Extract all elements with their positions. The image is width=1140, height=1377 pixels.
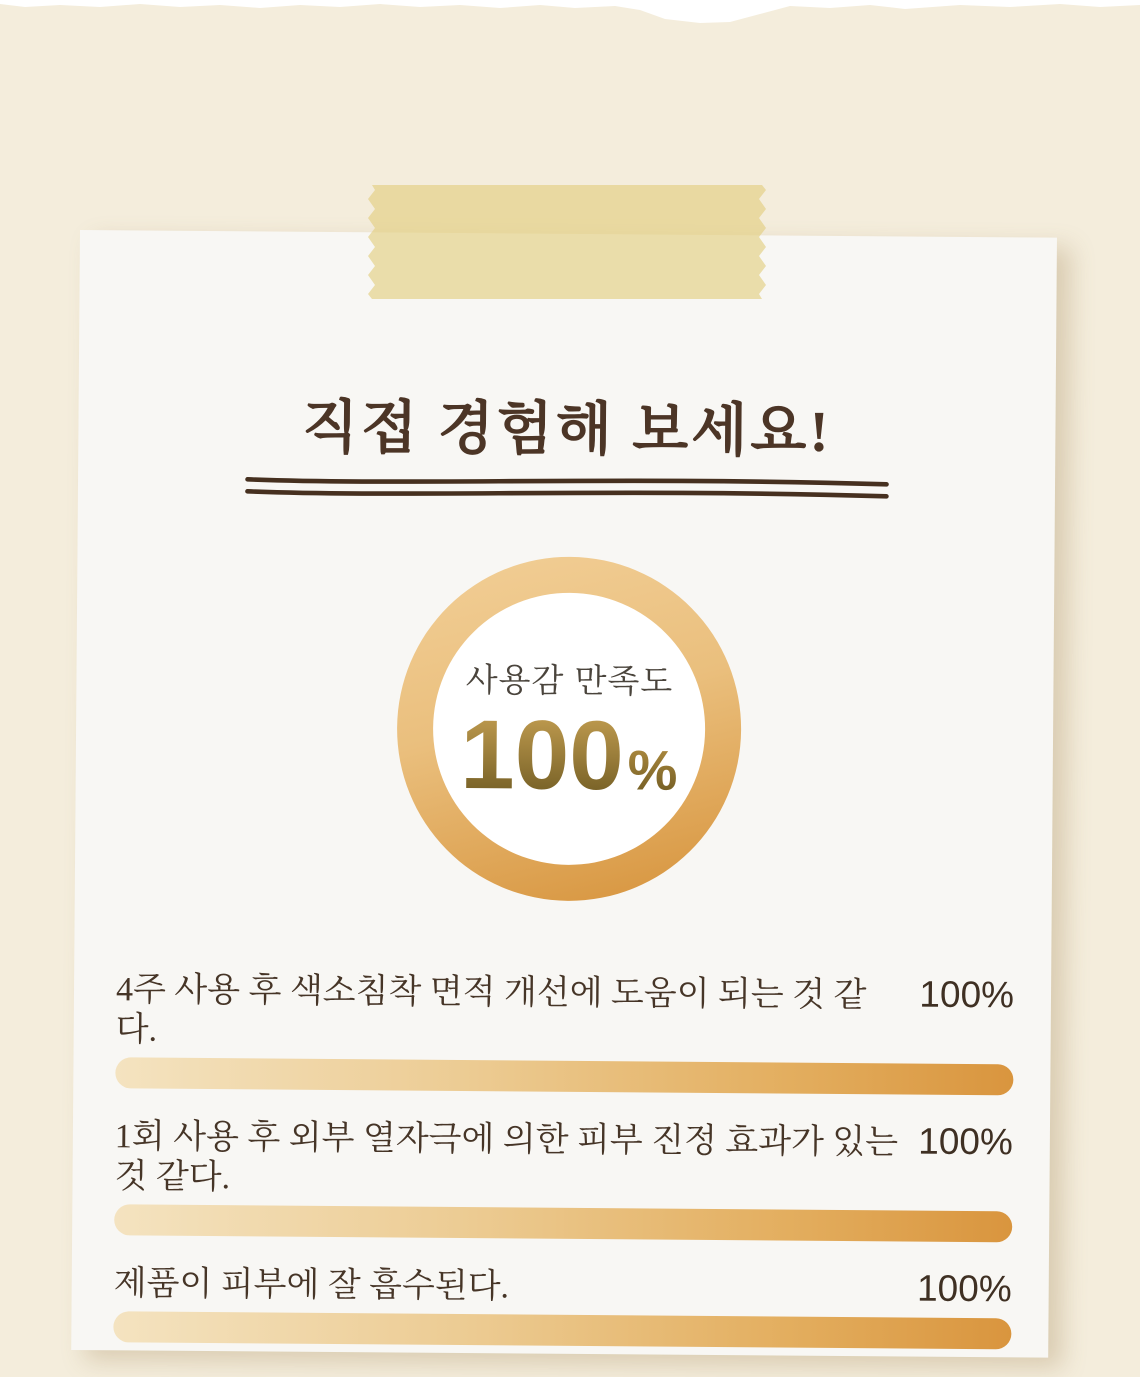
stat-label: 4주 사용 후 색소침착 면적 개선에 도움이 되는 것 같다. <box>115 971 867 1049</box>
stat-value: 100% <box>919 973 1015 1016</box>
stat-row <box>113 1262 1012 1349</box>
stat-bar-track <box>115 1057 1013 1095</box>
gauge-unit: % <box>627 737 678 802</box>
stat-value: 100% <box>916 1267 1012 1310</box>
satisfaction-gauge-inner <box>432 592 706 866</box>
gauge-label: 사용감 만족도 <box>465 660 674 700</box>
stat-bar <box>114 1204 1012 1242</box>
title-underline <box>244 471 889 504</box>
gauge-value-row <box>459 698 678 810</box>
gauge-value: 100 <box>459 698 625 810</box>
stat-label: 제품이 피부에 잘 흡수된다. <box>113 1265 510 1306</box>
stat-bar <box>115 1057 1013 1095</box>
stat-line <box>114 1115 1013 1204</box>
stat-bar-track <box>113 1311 1011 1349</box>
stat-row <box>115 968 1014 1095</box>
paper-card <box>71 230 1057 1358</box>
washi-tape <box>368 185 766 299</box>
stat-label: 1회 사용 후 외부 열자극에 의한 피부 진정 효과가 있는 것 같다. <box>114 1118 899 1197</box>
stat-bar <box>113 1311 1011 1349</box>
stat-row <box>114 1115 1013 1242</box>
stat-bar-track <box>114 1204 1012 1242</box>
torn-paper-edge <box>0 0 1140 28</box>
stats-list <box>113 968 1014 1376</box>
stat-line <box>116 968 1015 1057</box>
satisfaction-gauge-ring <box>396 556 743 903</box>
stat-line <box>114 1262 1012 1311</box>
page-title: 직접 경험해 보세요! <box>301 394 832 464</box>
stat-value: 100% <box>918 1120 1014 1163</box>
